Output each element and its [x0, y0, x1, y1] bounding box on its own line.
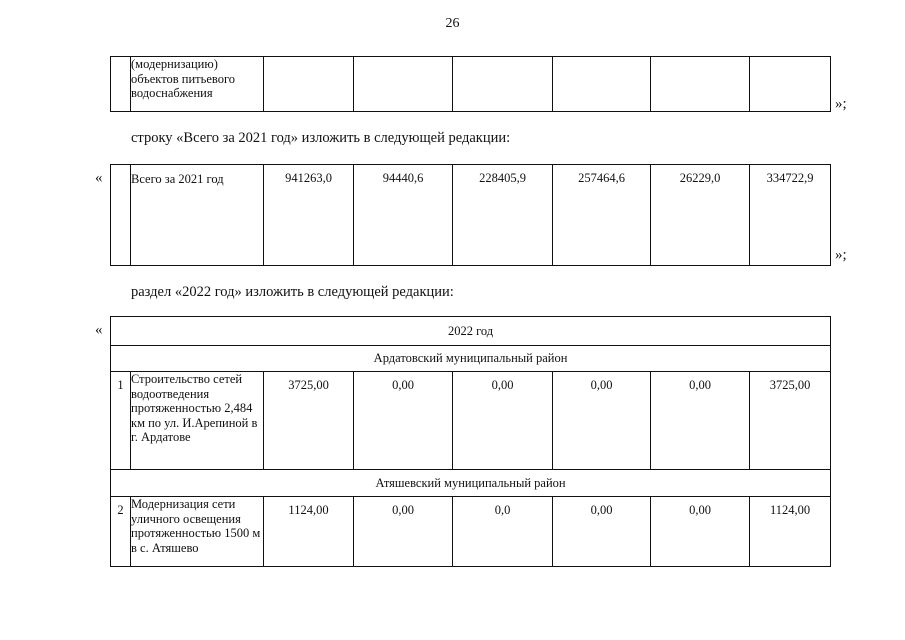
closing-quote: »;: [835, 96, 847, 112]
index-cell: [111, 165, 131, 266]
row-description: Модернизация сети уличного освещения протяженностью 1500 м в с. Атяшево: [131, 497, 264, 567]
row-value: 0,00: [553, 497, 651, 567]
table-row: [111, 372, 831, 470]
row-value: 3725,00: [750, 372, 831, 470]
opening-quote: «: [95, 170, 103, 186]
total-value: 26229,0: [651, 165, 750, 266]
row-index: 2: [111, 497, 131, 567]
total-label: Всего за 2021 год: [131, 165, 264, 266]
district-header: Атяшевский муниципальный район: [111, 470, 831, 497]
total-value: 228405,9: [453, 165, 553, 266]
value-cell: [354, 57, 453, 112]
year-header: 2022 год: [111, 317, 831, 346]
value-cell: [453, 57, 553, 112]
row-value: 0,00: [651, 497, 750, 567]
value-cell: [553, 57, 651, 112]
instruction-paragraph: строку «Всего за 2021 год» изложить в следующей редакции:: [131, 130, 511, 146]
total-value: 334722,9: [750, 165, 831, 266]
page-number: 26: [445, 16, 460, 31]
opening-quote: «: [95, 322, 103, 338]
total-value: 257464,6: [553, 165, 651, 266]
table-total-2021: [110, 164, 831, 266]
row-description: Строительство сетей водоотведения протяженностью 2,484 км по ул. И.Арепиной в г. Ардатове: [131, 372, 264, 470]
total-value: 94440,6: [354, 165, 453, 266]
row-index: 1: [111, 372, 131, 470]
row-value: 1124,00: [264, 497, 354, 567]
instruction-paragraph: раздел «2022 год» изложить в следующей редакции:: [131, 284, 454, 300]
row-value: 0,00: [651, 372, 750, 470]
table-2022: [110, 316, 831, 567]
table-row: [111, 497, 831, 567]
closing-quote: »;: [835, 247, 847, 263]
row-value: 0,00: [553, 372, 651, 470]
row-value: 0,00: [354, 497, 453, 567]
district-header: Ардатовский муниципальный район: [111, 346, 831, 372]
total-value: 941263,0: [264, 165, 354, 266]
row-value: 0,0: [453, 497, 553, 567]
row-value: 3725,00: [264, 372, 354, 470]
value-cell: [750, 57, 831, 112]
row-value: 1124,00: [750, 497, 831, 567]
description-cell: (модернизацию) объектов питьевого водоснабжения: [131, 57, 264, 112]
value-cell: [651, 57, 750, 112]
row-value: 0,00: [453, 372, 553, 470]
row-value: 0,00: [354, 372, 453, 470]
table-continuation: [110, 56, 831, 112]
value-cell: [264, 57, 354, 112]
index-cell: [111, 57, 131, 112]
